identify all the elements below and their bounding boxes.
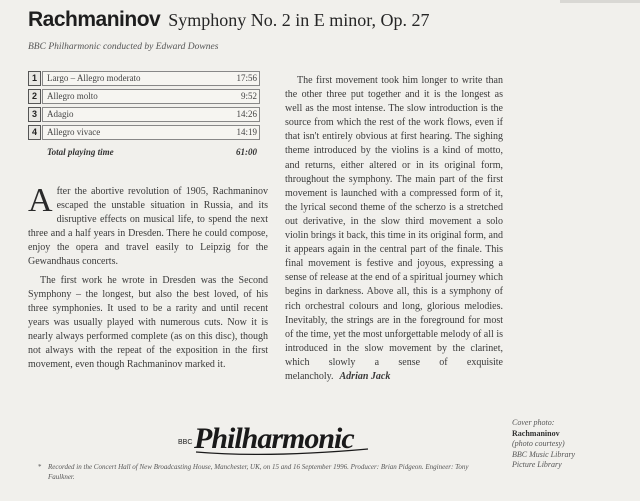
footnote-marker: * bbox=[38, 463, 42, 471]
composer-name: Rachmaninov bbox=[28, 8, 161, 31]
track-time: 14:19 bbox=[236, 127, 257, 137]
author-signature: Adrian Jack bbox=[339, 370, 391, 382]
track-number-badge: 1 bbox=[28, 71, 41, 86]
track-title: Allegro vivace bbox=[47, 127, 101, 137]
credit-line: Picture Library bbox=[512, 460, 562, 469]
credit-line: BBC Music Library bbox=[512, 449, 576, 459]
notes-text: The first movement took him longer to write than the other three put together and it is the longest as well as the most intense. The slow introduction is the source from which the rest of the work flows, even if that isn't entirely obvious at first hearing. The sighing theme introduced by the violins is a kind of motto, and returns, either altered or in its original form, throughout the symphony. The main part of the first movement is launched with a compressed form of it, the lyrical second theme of the scherzo is a stretched out derivative, in the slow third movement a solo violin brings it back, this time in its original form, and it appears again in the central part of the finale. This final movement is festive and joyous, expressing a sense of release at the end of a spiritual journey which begins in darkness. Above all, this is a symphony of rich orchestral colours and long, glorious melodies. Inevitably, the strings are in the foreground for most of the time, yet the most unforgettable melody of all is introduced in the slow movement by the clarinet, which slowly a sense of exquisite melancholy. bbox=[285, 75, 503, 382]
track-number-badge: 2 bbox=[28, 89, 41, 104]
track-title: Largo – Allegro moderato bbox=[47, 73, 141, 83]
cover-credits bbox=[512, 418, 632, 471]
track-row bbox=[28, 88, 260, 105]
logo-prefix: BBC bbox=[178, 439, 193, 446]
track-row bbox=[28, 106, 260, 123]
track-number-badge: 3 bbox=[28, 107, 41, 122]
credit-line: Rachmaninov bbox=[512, 428, 560, 438]
notes-paragraph bbox=[28, 182, 268, 270]
performers-line: BBC Philharmonic conducted by Edward Downes bbox=[28, 42, 219, 52]
notes-column-left bbox=[28, 182, 268, 376]
footnote-text: Recorded in the Concert Hall of New Broadcasting House, Manchester, UK, on 15 and 16 September 1996. Producer: Brian Pidgeon. Engineer: Tony Faulkner. bbox=[48, 463, 469, 481]
track-number-badge: 4 bbox=[28, 125, 41, 140]
track-time: 9:52 bbox=[240, 91, 257, 101]
track-title: Adagio bbox=[47, 109, 74, 119]
logo-wordmark: Philharmonic bbox=[194, 422, 354, 455]
track-title: Allegro molto bbox=[47, 91, 98, 101]
notes-paragraph: The first work he wrote in Dresden was the Second Symphony – the longest, but also the best loved, of his three symphonies. It used to be a rarity and until recent years was usually played with numerous cuts. Now it is nearly always performed complete (as on this disc), though not always with the repeat of the exposition in the first movement, even though Rachmaninov marked it. bbox=[28, 274, 268, 371]
logo-icon bbox=[178, 418, 388, 458]
track-time: 17:56 bbox=[236, 73, 257, 83]
drop-cap: A bbox=[28, 182, 53, 219]
track-row bbox=[28, 124, 260, 141]
total-label: Total playing time bbox=[47, 147, 114, 157]
top-edge-line bbox=[560, 0, 640, 3]
notes-column-right bbox=[285, 74, 503, 388]
total-playing-time bbox=[28, 147, 260, 163]
notes-paragraph bbox=[285, 74, 503, 384]
track-bar bbox=[42, 107, 260, 122]
notes-text: fter the abortive revolution of 1905, Rachmaninov escaped the unstable situation in Russia, and its disruptive effects on musical life, to spend the next three and a half years in Dresden. There he could compose, enjoy the opera and travel easily to Leipzig for the Gewandhaus concerts. bbox=[28, 186, 268, 268]
track-list bbox=[28, 70, 260, 163]
page-title bbox=[28, 8, 628, 32]
track-row bbox=[28, 70, 260, 87]
total-time: 61:00 bbox=[236, 147, 257, 157]
bbc-philharmonic-logo bbox=[178, 418, 388, 458]
recording-footnote bbox=[38, 463, 488, 482]
work-title: Symphony No. 2 in E minor, Op. 27 bbox=[168, 10, 430, 30]
credit-line: (photo courtesy) bbox=[512, 439, 565, 448]
track-time: 14:26 bbox=[236, 109, 257, 119]
credit-line: Cover photo: bbox=[512, 418, 555, 427]
